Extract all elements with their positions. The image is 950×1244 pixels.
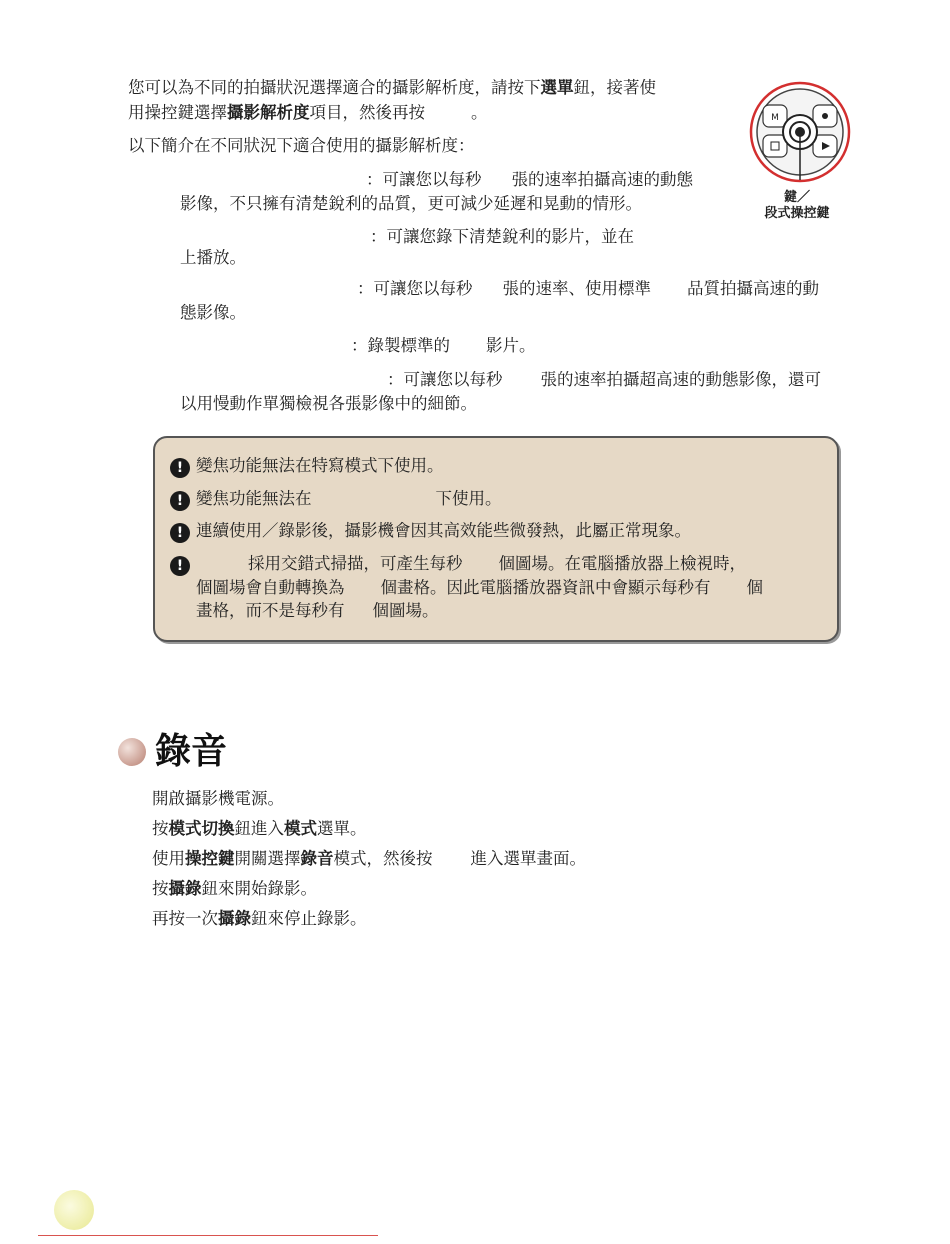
- note-3: 連續使用／錄影後，攝影機會因其高效能些微發熱，此屬正常現象。: [196, 521, 691, 540]
- section-title: 錄音: [155, 731, 228, 772]
- mode-3-line-1: ：可讓您以每秒 張的速率、使用標準 品質拍攝高速的動: [357, 279, 819, 298]
- mode-3-line-2: 態影像。: [180, 303, 246, 322]
- note-1: 變焦功能無法在特寫模式下使用。: [196, 456, 444, 475]
- note-4-line-2: 個圖場會自動轉換為 個畫格。因此電腦播放器資訊中會顯示每秒有 個: [196, 578, 763, 597]
- intro-line-3: 以下簡介在不同狀況下適合使用的攝影解析度：: [128, 136, 475, 155]
- warning-icon: !: [170, 491, 190, 511]
- page-number-badge: [54, 1190, 94, 1230]
- step-3: 使用操控鍵開關選擇錄音模式，然後按 進入選單畫面。: [152, 849, 586, 868]
- section-bullet-icon: [118, 738, 146, 766]
- mode-2-line-1: ：可讓您錄下清楚銳利的影片，並在: [370, 227, 634, 246]
- note-2: 變焦功能無法在 下使用。: [196, 489, 502, 508]
- mode-1-line-2: 影像，不只擁有清楚銳利的品質，更可減少延遲和晃動的情形。: [180, 194, 642, 213]
- footer-rule: [38, 1235, 378, 1236]
- control-dial-illustration: [748, 80, 852, 184]
- warning-icon: !: [170, 523, 190, 543]
- note-4-line-3: 畫格，而不是每秒有 個圖場。: [196, 601, 439, 620]
- mode-5-line-2: 以用慢動作單獨檢視各張影像中的細節。: [180, 394, 477, 413]
- svg-text:M: M: [771, 113, 779, 123]
- step-5: 再按一次攝錄鈕來停止錄影。: [152, 909, 367, 928]
- warning-icon: !: [170, 556, 190, 576]
- mode-4-line-1: ：錄製標準的 影片。: [351, 336, 536, 355]
- step-4: 按攝錄鈕來開始錄影。: [152, 879, 317, 898]
- mode-5-line-1: ：可讓您以每秒 張的速率拍攝超高速的動態影像，還可: [387, 370, 821, 389]
- note-4-line-1: 採用交錯式掃描，可產生每秒 個圖場。在電腦播放器上檢視時，: [248, 554, 746, 573]
- step-1: 開啟攝影機電源。: [152, 789, 284, 808]
- intro-line-1: 您可以為不同的拍攝狀況選擇適合的攝影解析度，請按下選單鈕，接著使: [128, 78, 656, 97]
- dial-label: 鍵／ 段式操控鍵: [764, 190, 830, 221]
- mode-1-line-1: ：可讓您以每秒 張的速率拍攝高速的動態: [366, 170, 693, 189]
- mode-2-line-2: 上播放。: [180, 248, 246, 267]
- warning-icon: !: [170, 458, 190, 478]
- intro-line-2: 用操控鍵選擇攝影解析度項目，然後再按 。: [128, 103, 488, 122]
- step-2: 按模式切換鈕進入模式選單。: [152, 819, 367, 838]
